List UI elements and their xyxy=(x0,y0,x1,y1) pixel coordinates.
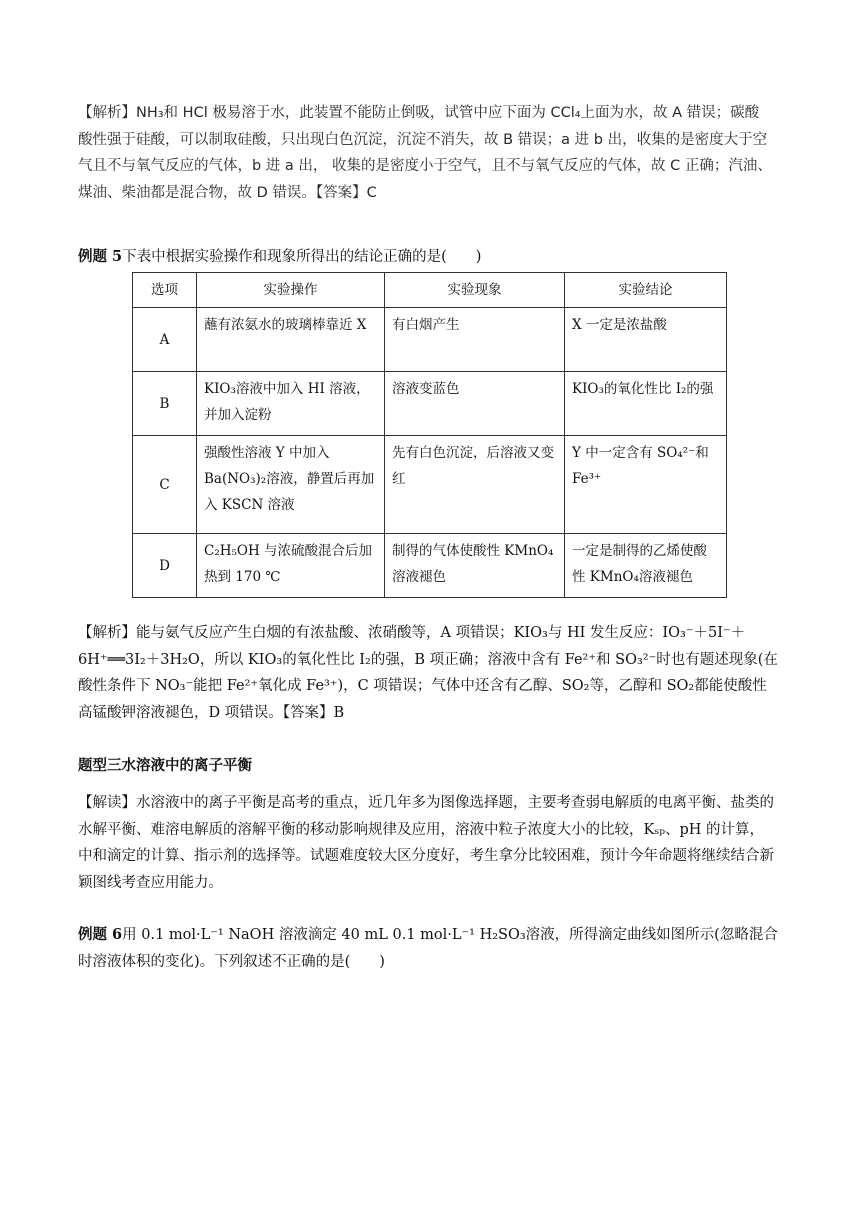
table-row xyxy=(133,436,727,534)
cell-conclusion: X 一定是浓盐酸 xyxy=(565,308,727,372)
table-row xyxy=(133,308,727,372)
example-5-label: 例题 5 xyxy=(78,248,123,265)
cell-operation: 强酸性溶液 Y 中加入 Ba(NO₃)₂溶液，静置后再加入 KSCN 溶液 xyxy=(197,436,385,534)
cell-phenomenon: 先有白色沉淀，后溶液又变红 xyxy=(385,436,565,534)
header-option: 选项 xyxy=(133,273,197,308)
analysis-4-line: 酸性强于硅酸，可以制取硅酸，只出现白色沉淀，沉淀不消失，故 B 错误；a 进 b 出，收集的是密度大于空 xyxy=(78,131,768,148)
cell-option: C xyxy=(133,436,197,534)
cell-conclusion: Y 中一定含有 SO₄²⁻和 Fe³⁺ xyxy=(565,436,727,534)
interpretation-text: 【解读】水溶液中的离子平衡是高考的重点，近几年多为图像选择题，主要考查弱电解质的电离平衡、盐类的水解平衡、难溶电解质的溶解平衡的移动影响规律及应用，溶液中粒子浓度大小的比较，Kₛₚ、pH 的计算，中和滴定的计算、指示剂的选择等。试题难度较大区分度好，考生拿分比较困难，预计今年命题将继续结合新颖图线考查应用能力。 xyxy=(78,795,774,891)
analysis-4-line: 煤油、柴油都是混合物，故 D 错误。【答案】C xyxy=(78,184,377,201)
example-6-question xyxy=(78,922,778,975)
table-row xyxy=(133,372,727,436)
cell-operation: KIO₃溶液中加入 HI 溶液，并加入淀粉 xyxy=(197,372,385,436)
table-row xyxy=(133,534,727,598)
example-6-label: 例题 6 xyxy=(78,926,123,943)
section-3-title: 题型三水溶液中的离子平衡 xyxy=(78,757,252,774)
interpretation xyxy=(78,790,778,896)
cell-operation: 蘸有浓氨水的玻璃棒靠近 X xyxy=(197,308,385,372)
analysis-4-line: 气且不与氧气反应的气体，b 进 a 出， 收集的是密度小于空气，且不与氧气反应的气体，故 C 正确；汽油、 xyxy=(78,158,772,174)
cell-conclusion: 一定是制得的乙烯使酸性 KMnO₄溶液褪色 xyxy=(565,534,727,598)
cell-phenomenon: 溶液变蓝色 xyxy=(385,372,565,436)
cell-option: D xyxy=(133,534,197,598)
header-operation: 实验操作 xyxy=(197,273,385,308)
cell-option: B xyxy=(133,372,197,436)
table-header-row xyxy=(133,273,727,308)
example-5-question xyxy=(78,244,778,271)
header-conclusion: 实验结论 xyxy=(565,273,727,308)
analysis-5-text: 【解析】能与氨气反应产生白烟的有浓盐酸、浓硝酸等，A 项错误；KIO₃与 HI 发生反应：IO₃⁻＋5I⁻＋6H⁺══3I₂＋3H₂O，所以 KIO₃的氧化性比 I₂的强，B 项正确；溶液中含有 Fe²⁺和 SO₃²⁻时也有题述现象(在酸性条件下 NO₃⁻能把 Fe²⁺氧化成 Fe³⁺)，C 项错误；气体中还含有乙醇、SO₂等，乙醇和 SO₂都能使酸性高锰酸钾溶液褪色，D 项错误。【答案】B xyxy=(78,625,778,721)
cell-phenomenon: 制得的气体使酸性 KMnO₄溶液褪色 xyxy=(385,534,565,598)
cell-option: A xyxy=(133,308,197,372)
example-5-text: 下表中根据实验操作和现象所得出的结论正确的是( ) xyxy=(122,249,482,265)
cell-phenomenon: 有白烟产生 xyxy=(385,308,565,372)
header-phenomenon: 实验现象 xyxy=(385,273,565,308)
analysis-5 xyxy=(78,620,778,726)
experiment-table xyxy=(132,272,727,598)
cell-operation: C₂H₅OH 与浓硫酸混合后加热到 170 ℃ xyxy=(197,534,385,598)
analysis-4 xyxy=(78,100,780,206)
analysis-4-line: 【解析】NH₃和 HCl 极易溶于水，此装置不能防止倒吸，试管中应下面为 CCl₄上面为水，故 A 错误；碳酸 xyxy=(78,105,760,121)
example-6-text: 用 0.1 mol·L⁻¹ NaOH 溶液滴定 40 mL 0.1 mol·L⁻¹ H₂SO₃溶液，所得滴定曲线如图所示(忽略混合时溶液体积的变化)。下列叙述不正确的是( ) xyxy=(78,927,778,970)
cell-conclusion: KIO₃的氧化性比 I₂的强 xyxy=(565,372,727,436)
